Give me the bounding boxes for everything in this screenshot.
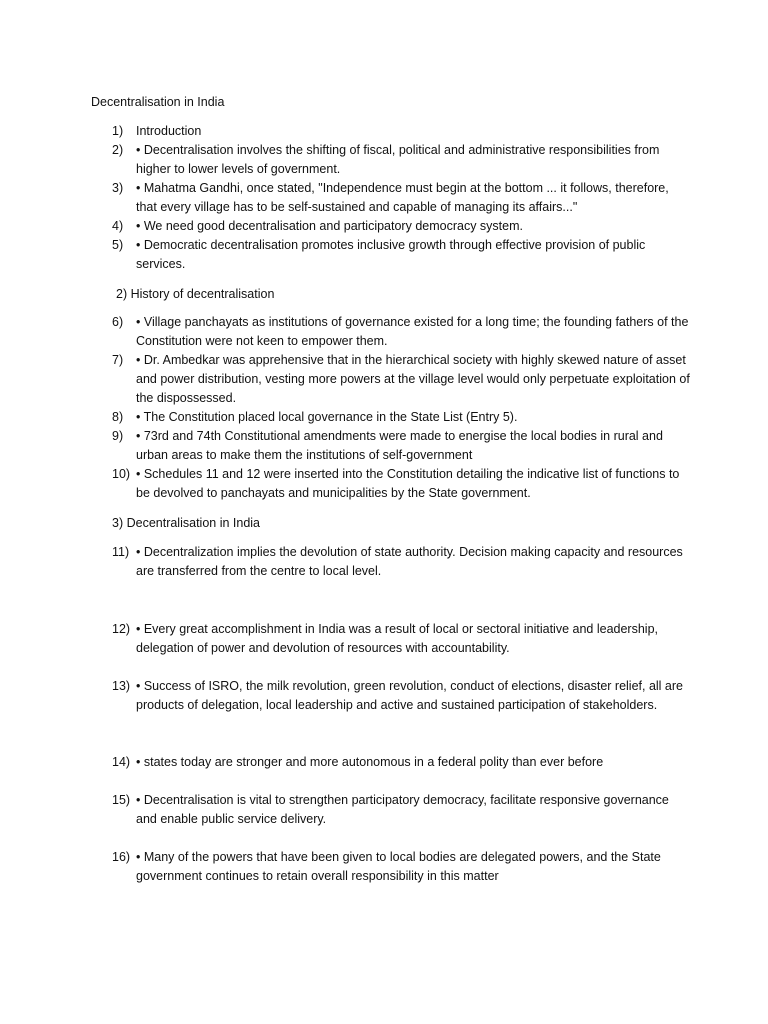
item-text: • Decentralisation is vital to strengthen participatory democracy, facilitate responsive governance and enable public service delivery. [136,793,669,826]
item-text: • Decentralisation involves the shifting of fiscal, political and administrative responsibilities from higher to lower levels of government. [136,143,660,176]
item-text: Introduction [136,124,202,138]
item-text: • Schedules 11 and 12 were inserted into the Constitution detailing the indicative list of functions to be devolved to panchayats and municipalities by the State government. [136,467,680,500]
item-number: 3) [112,181,124,195]
item-number: 6) [112,315,124,329]
item-number: 9) [112,429,124,443]
item-number: 4) [112,219,124,233]
item-number: 8) [112,410,124,424]
list-item-5 [112,236,692,274]
item-text: • 73rd and 74th Constitutional amendments were made to energise the local bodies in rural and urban areas to make them the institutions of self-government [136,429,663,462]
section-heading-india: 3) Decentralisation in India [112,516,260,530]
list-item-9 [112,427,692,465]
item-text: • Success of ISRO, the milk revolution, green revolution, conduct of elections, disaster relief, all are products of delegation, local leadership and active and sustained participation of stakeholders. [136,679,683,712]
list-item-16 [112,848,692,886]
item-number: 10) [112,467,131,481]
item-number: 13) [112,679,131,693]
item-number: 15) [112,793,131,807]
list-item-13 [112,677,692,715]
item-text: • Many of the powers that have been given to local bodies are delegated powers, and the State government continues to retain overall responsibility in this matter [136,850,661,883]
item-number: 12) [112,622,131,636]
item-number: 7) [112,353,124,367]
list-item-15 [112,791,692,829]
list-item-4 [112,217,692,236]
item-text: • Democratic decentralisation promotes inclusive growth through effective provision of public services. [136,238,646,271]
list-item-7 [112,351,692,408]
item-text: • Mahatma Gandhi, once stated, "Independence must begin at the bottom ... it follows, therefore, that every village has to be self-sustained and capable of managing its affairs..." [136,181,669,214]
section-heading-history: 2) History of decentralisation [116,287,275,301]
list-item-3 [112,179,692,217]
item-number: 16) [112,850,131,864]
list-item-12 [112,620,692,658]
list-item-2 [112,141,692,179]
item-number: 11) [112,545,130,559]
item-text: • Decentralization implies the devolution of state authority. Decision making capacity and resources are transferred from the centre to local level. [136,545,683,578]
document-title: Decentralisation in India [91,95,225,109]
item-text: • The Constitution placed local governance in the State List (Entry 5). [136,410,518,424]
item-number: 1) [112,124,124,138]
item-number: 2) [112,143,124,157]
item-number: 5) [112,238,124,252]
item-text: • Every great accomplishment in India was a result of local or sectoral initiative and leadership, delegation of power and devolution of resources with accountability. [136,622,658,655]
item-number: 14) [112,755,131,769]
item-text: • states today are stronger and more autonomous in a federal polity than ever before [136,755,604,769]
item-text: • Dr. Ambedkar was apprehensive that in the hierarchical society with highly skewed nature of asset and power distribution, vesting more powers at the village level would only perpetuate exploitation of the dispossessed. [136,353,690,405]
list-item-11 [112,543,692,581]
list-item-8 [112,408,692,427]
list-item-1 [112,122,692,141]
list-item-14 [112,753,692,772]
list-item-6 [112,313,692,351]
item-text: • We need good decentralisation and participatory democracy system. [136,219,523,233]
list-item-10 [112,465,692,503]
item-text: • Village panchayats as institutions of governance existed for a long time; the founding fathers of the Constitution were not keen to empower them. [136,315,689,348]
